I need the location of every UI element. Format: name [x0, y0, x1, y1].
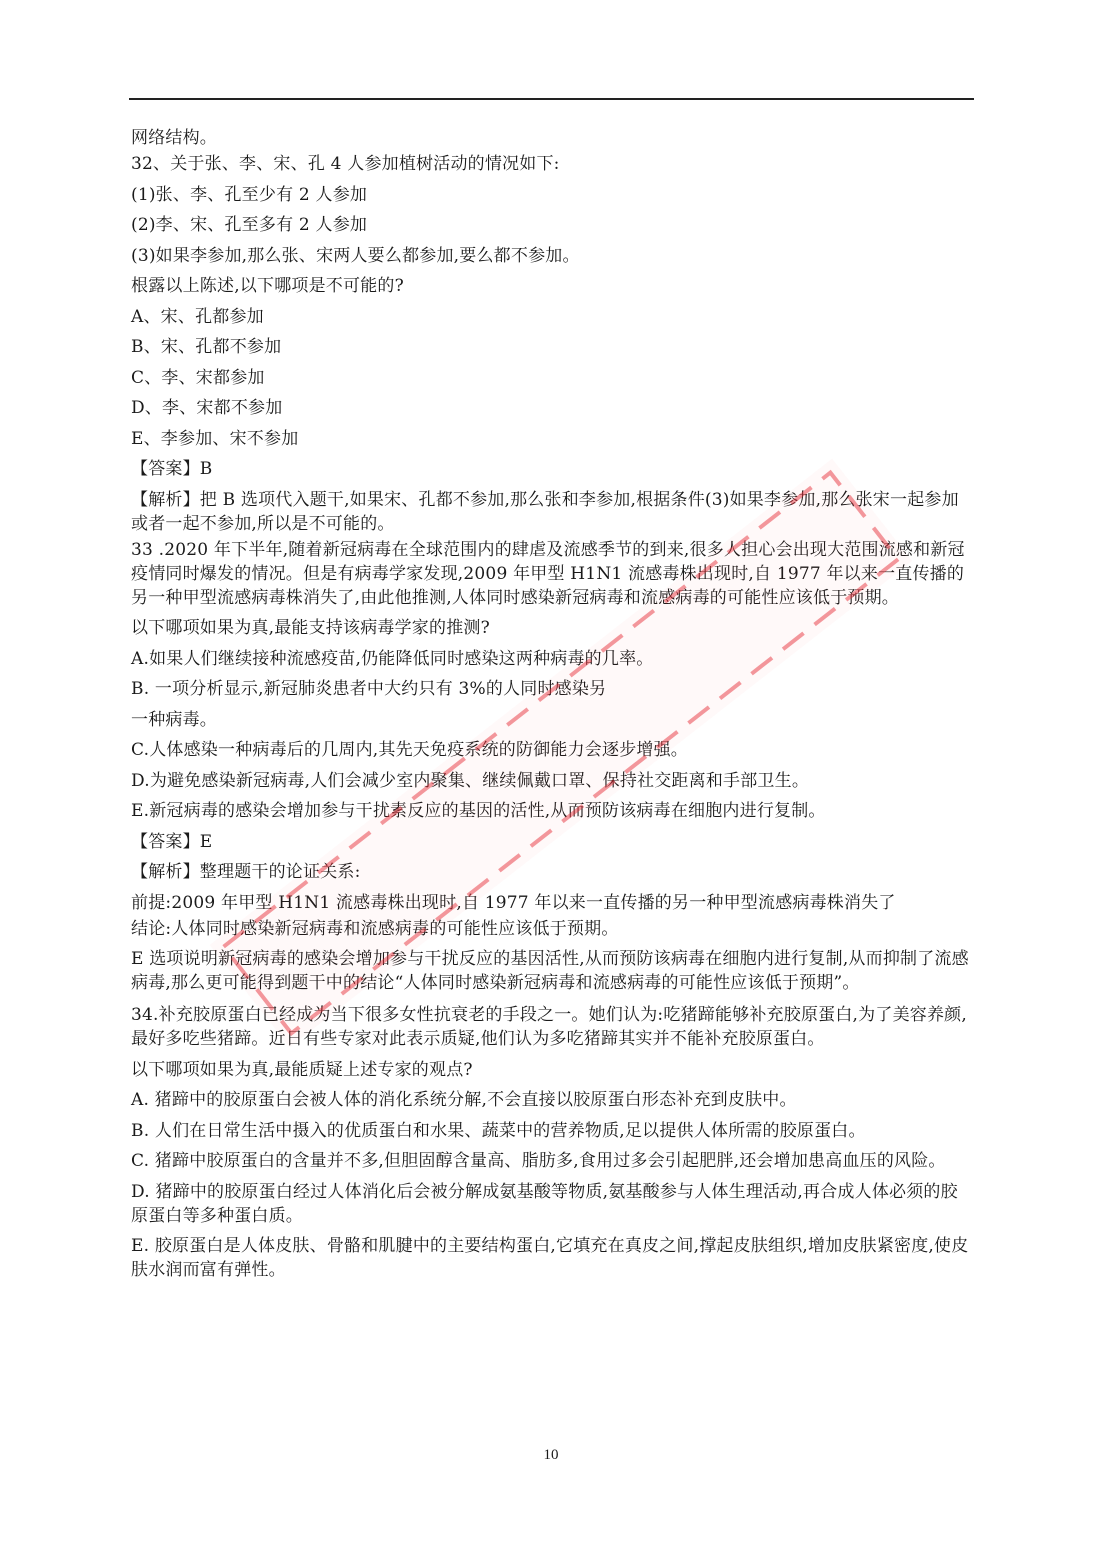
question-33-prompt: 以下哪项如果为真,最能支持该病毒学家的推测?	[131, 618, 490, 638]
option-a: A.如果人们继续接种流感疫苗,仍能降低同时感染这两种病毒的几率。	[131, 648, 654, 669]
answer-33: 【答案】E	[131, 831, 213, 852]
option-c: C.人体感染一种病毒后的几周内,其先天免疫系统的防御能力会逐步增强。	[131, 740, 689, 760]
analysis-32: 【解析】把 B 选项代入题干,如果宋、孔都不参加,那么张和李参加,根据条件(3)如果李参加,那么张宋一起参加或者一起不参加,所以是不可能的。	[131, 489, 959, 534]
option-d: D. 猪蹄中的胶原蛋白经过人体消化后会被分解成氨基酸等物质,氨基酸参与人体生理活动,再合成人体必须的胶原蛋白等多种蛋白质。	[131, 1181, 958, 1226]
option-d: D.为避免感染新冠病毒,人们会减少室内聚集、继续佩戴口罩、保持社交距离和手部卫生。	[131, 770, 810, 791]
option-e: E.新冠病毒的感染会增加参与干扰素反应的基因的活性,从而预防该病毒在细胞内进行复制。	[131, 801, 826, 821]
option-d: D、李、宋都不参加	[131, 398, 283, 418]
option-c: C、李、宋都参加	[131, 367, 265, 388]
premise: 前提:2009 年甲型 H1N1 流感毒株出现时,自 1977 年以来一直传播的另一种甲型流感病毒株消失了	[131, 892, 896, 913]
page-number: 10	[543, 1447, 559, 1463]
question-32-prompt: 根露以上陈述,以下哪项是不可能的?	[131, 276, 404, 296]
condition-1: (1)张、李、孔至少有 2 人参加	[131, 184, 368, 205]
option-a: A、宋、孔都参加	[131, 306, 264, 327]
question-34-stem: 34.补充胶原蛋白已经成为当下很多女性抗衰老的手段之一。她们认为:吃猪蹄能够补充胶原蛋白,为了美容养颜,最好多吃些猪蹄。近日有些专家对此表示质疑,他们认为多吃猪蹄其实并不能补充胶原蛋白。	[131, 1005, 967, 1049]
option-e: E. 胶原蛋白是人体皮肤、骨骼和肌腱中的主要结构蛋白,它填充在真皮之间,撑起皮肤组织,增加皮肤紧密度,使皮肤水润而富有弹性。	[131, 1236, 969, 1280]
condition-3: (3)如果李参加,那么张、宋两人要么都参加,要么都不参加。	[131, 245, 580, 266]
option-c: C. 猪蹄中胶原蛋白的含量并不多,但胆固醇含量高、脂肪多,食用过多会引起肥胖,还会增加患高血压的风险。	[131, 1151, 946, 1171]
analysis-33-detail: E 选项说明新冠病毒的感染会增加参与干扰反应的基因活性,从而预防该病毒在细胞内进行复制,从而抑制了流感病毒,那么更可能得到题干中的结论“人体同时感染新冠病毒和流感病毒的可能性应该低于预期”。	[131, 949, 969, 993]
option-e: E、李参加、宋不参加	[131, 428, 299, 449]
condition-2: (2)李、宋、孔至多有 2 人参加	[131, 215, 368, 235]
header-rule	[129, 98, 974, 100]
option-b-continued: 一种病毒。	[131, 709, 217, 730]
option-b: B. 一项分析显示,新冠肺炎患者中大约只有 3%的人同时感染另	[131, 679, 607, 699]
question-34-prompt: 以下哪项如果为真,最能质疑上述专家的观点?	[131, 1059, 473, 1080]
paragraph: 网络结构。	[131, 128, 217, 148]
option-b: B. 人们在日常生活中摄入的优质蛋白和水果、蔬菜中的营养物质,足以提供人体所需的胶原蛋白。	[131, 1120, 866, 1141]
conclusion: 结论:人体同时感染新冠病毒和流感病毒的可能性应该低于预期。	[131, 918, 619, 939]
option-b: B、宋、孔都不参加	[131, 337, 282, 357]
answer-32: 【答案】B	[131, 459, 213, 479]
option-a: A. 猪蹄中的胶原蛋白会被人体的消化系统分解,不会直接以胶原蛋白形态补充到皮肤中。	[131, 1090, 797, 1110]
analysis-33: 【解析】整理题干的论证关系:	[131, 862, 361, 882]
question-33-stem: 33 .2020 年下半年,随着新冠病毒在全球范围内的肆虐及流感季节的到来,很多人担心会出现大范围流感和新冠疫情同时爆发的情况。但是有病毒学家发现,2009 年甲型 H1N1 流感毒株出现时,自 1977 年以来一直传播的另一种甲型流感病毒株消失了,由此他推测,人体同时感染新冠病毒和流感病毒的可能性应该低于预期。	[131, 539, 965, 608]
question-32-stem: 32、关于张、李、宋、孔 4 人参加植树活动的情况如下:	[131, 154, 560, 174]
page-body	[131, 126, 973, 1289]
